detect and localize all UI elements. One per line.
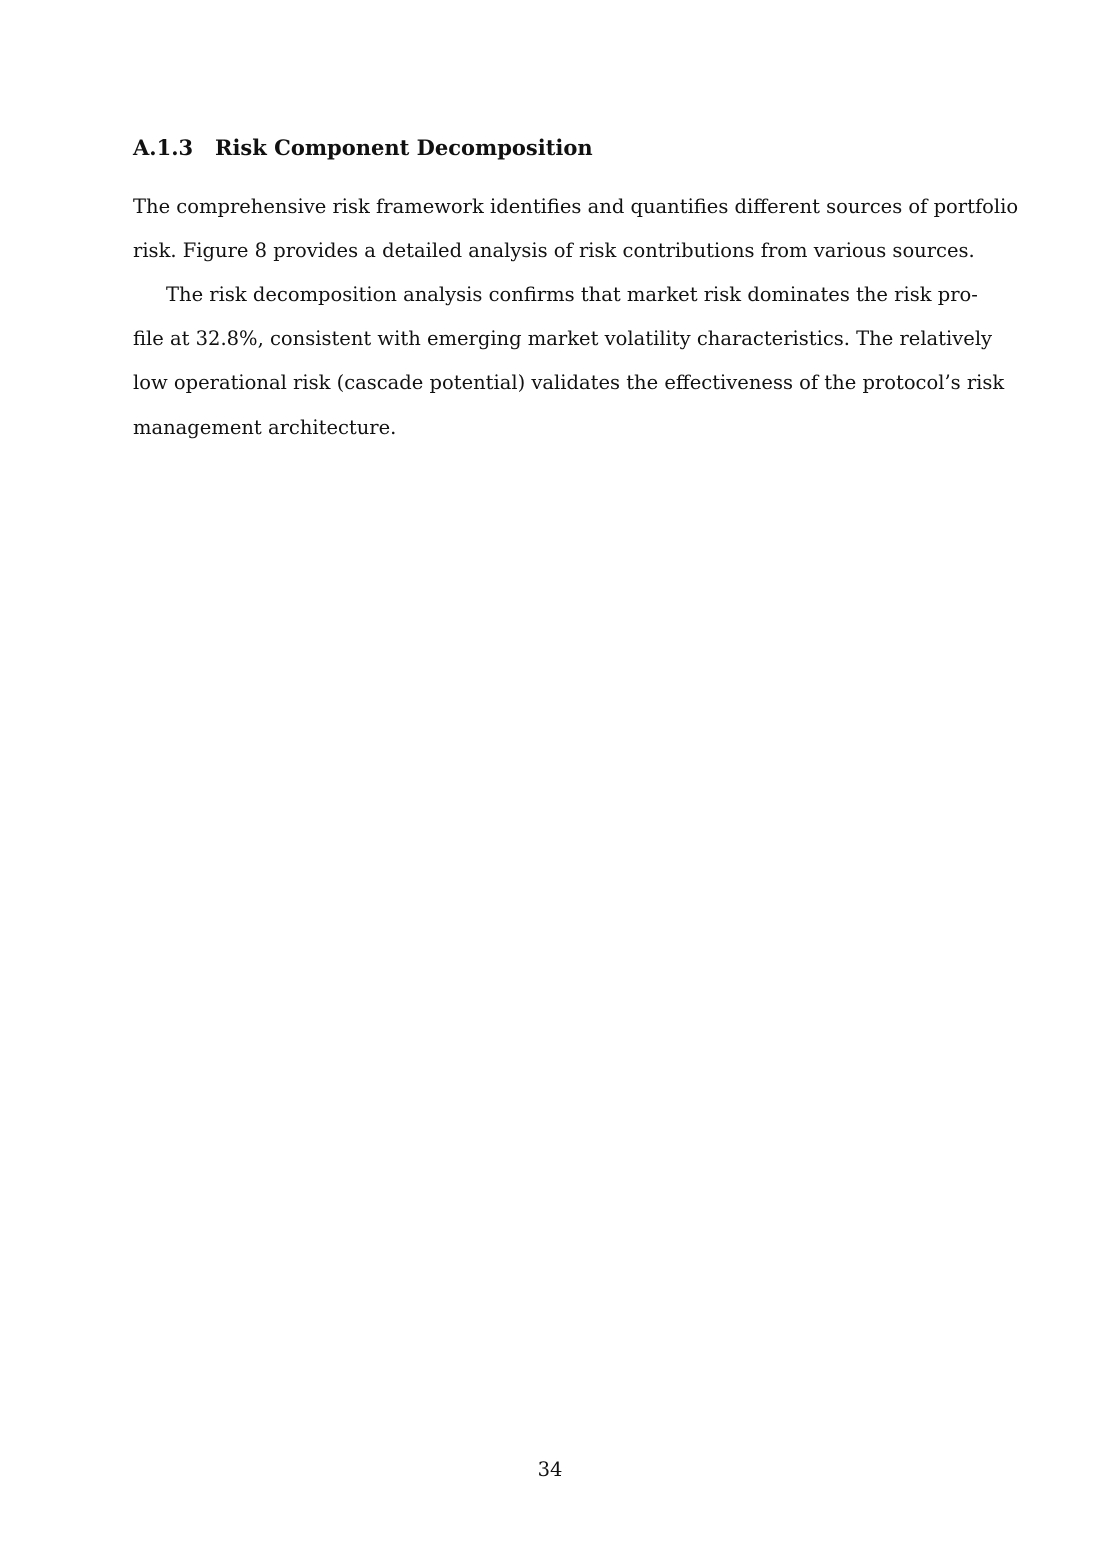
paragraph-1-line-1: The comprehensive risk framework identifies and quantifies different sources of portfolio (133, 195, 1019, 218)
page-number: 34 (537, 1458, 563, 1481)
paragraph-2-line-4: management architecture. (133, 416, 397, 439)
section-title: Risk Component Decomposition (215, 135, 593, 160)
paragraph-1-line-2: risk. Figure 8 provides a detailed analysis of risk contributions from various sources. (133, 239, 975, 262)
section-number: A.1.3 (133, 135, 194, 160)
paragraph-2-line-1: The risk decomposition analysis confirms that market risk dominates the risk pro- (166, 283, 978, 306)
paragraph-2-line-3: low operational risk (cascade potential) validates the effectiveness of the protocol’s risk (133, 371, 1005, 394)
section-heading (133, 133, 593, 163)
paragraph-2-line-2: file at 32.8%, consistent with emerging market volatility characteristics. The relatively (133, 327, 993, 350)
